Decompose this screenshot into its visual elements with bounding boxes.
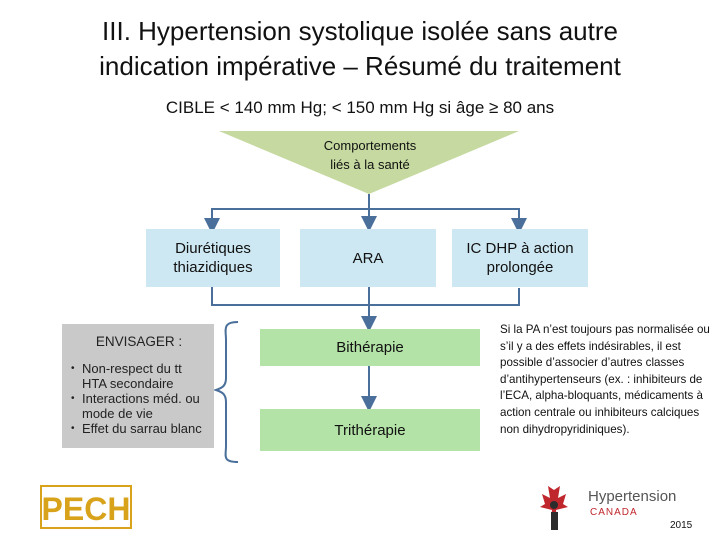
hc-person-icon: [551, 512, 558, 530]
diuretics-box: [146, 229, 280, 287]
tritherapy-box: [260, 409, 480, 451]
hc-logo-name: Hypertension: [588, 488, 677, 505]
bitherapy-label: Bithérapie: [336, 339, 404, 356]
target-bp-text: CIBLE < 140 mm Hg; < 150 mm Hg si âge ≥ 80 ans: [165, 98, 555, 117]
diuretics-line-1: Diurétiques: [175, 240, 251, 257]
health-behaviours-label: [300, 136, 440, 174]
pech-logo: [40, 485, 132, 529]
brace: [216, 322, 238, 462]
health-behaviours-line-2: liés à la santé: [330, 157, 410, 172]
title-line-2: indication impérative – Résumé du traitement: [99, 51, 621, 81]
consider-item-adherence: • Non-respect du tt HTA secondaire: [70, 361, 208, 391]
consider-heading: ENVISAGER :: [95, 334, 183, 349]
hc-person-head-icon: [550, 501, 558, 509]
ara-label: ARA: [352, 249, 384, 267]
year-label: 2015: [670, 520, 693, 531]
pech-logo-text: PECH: [41, 491, 131, 527]
consider-item-white-coat: • Effet du sarrau blanc: [70, 421, 208, 436]
branch-line: [212, 209, 519, 224]
bitherapy-box: [260, 329, 480, 366]
merge-line: [212, 286, 519, 305]
diuretics-line-2: thiazidiques: [173, 259, 253, 276]
ic-dhp-box: [452, 229, 588, 287]
consider-item-interactions: • Interactions méd. ou mode de vie: [70, 391, 208, 421]
ic-dhp-line-2: prolongée: [486, 259, 554, 276]
consider-box: [62, 324, 214, 448]
tritherapy-label: Trithérapie: [334, 421, 406, 439]
ara-box: [300, 229, 436, 287]
health-behaviours-line-1: Comportements: [323, 138, 417, 153]
additional-classes-note: Si la PA n’est toujours pas normalisée ou s’il y a des effets indésirables, il est possible d’associer d’autres classes d’antihypertenseurs (ex. : inhibiteurs de l’ECA, alpha-bloquants, médicaments à action centrale ou inhibiteurs calciques non dihydropyridiniques).: [500, 323, 710, 436]
title-line-1: III. Hypertension systolique isolée sans autre: [102, 16, 618, 46]
consider-list: [70, 361, 208, 436]
hc-logo-country: CANADA: [590, 507, 638, 518]
ic-dhp-line-1: IC DHP à action: [466, 240, 574, 257]
